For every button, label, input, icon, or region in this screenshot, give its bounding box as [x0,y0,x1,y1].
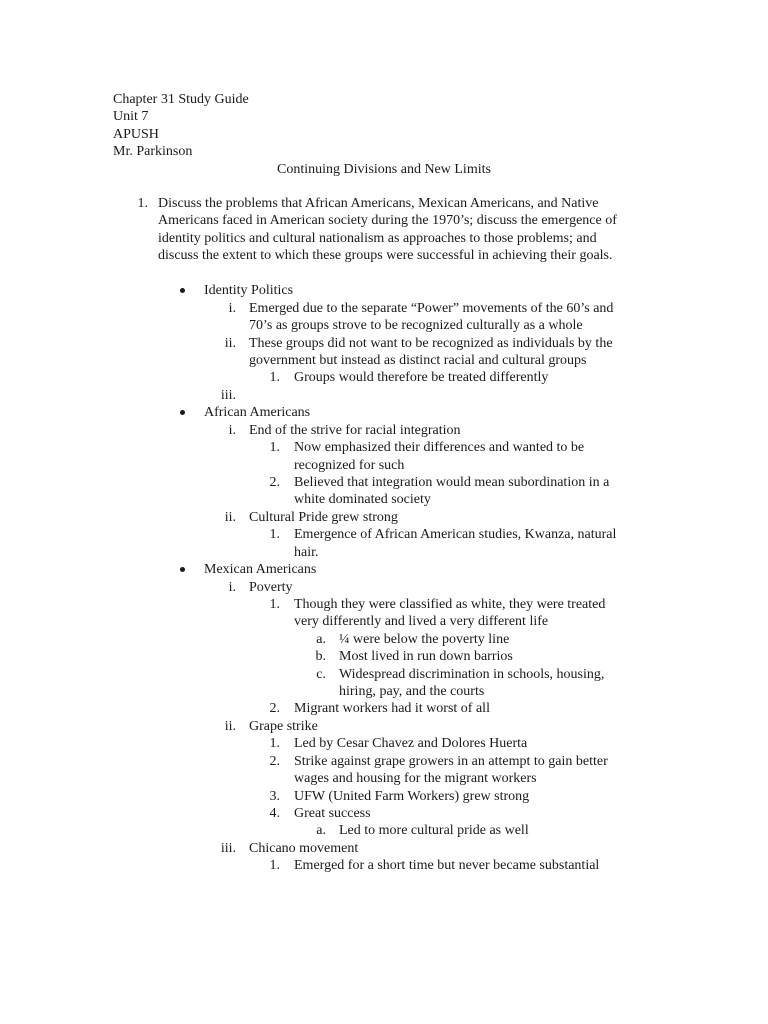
list-item: ¼ were below the poverty line [339,632,510,647]
list-item: Widespread discrimination in schools, housing, [339,667,605,682]
list-item: Led to more cultural pride as well [339,823,529,838]
list-marker: i. [228,301,236,316]
list-item: Emerged for a short time but never became substantial [294,858,600,873]
question-line: Discuss the problems that African Americans, Mexican Americans, and Native [158,196,599,211]
list-item: UFW (United Farm Workers) grew strong [294,789,530,804]
list-item: Grape strike [249,719,318,734]
list-marker: 1. [269,440,280,455]
list-item: Migrant workers had it worst of all [294,701,490,716]
section-heading-african: African Americans [204,405,311,420]
question-line: Americans faced in American society during the 1970’s; discuss the emergence of [158,213,617,228]
list-item: wages and housing for the migrant workers [294,771,537,786]
list-marker: i. [228,423,236,438]
list-marker: 1. [269,597,280,612]
list-item: government but instead as distinct racial and cultural groups [249,353,587,368]
list-item: hiring, pay, and the courts [339,684,485,699]
list-marker: 2. [269,754,280,769]
list-item: Believed that integration would mean subordination in a [294,475,610,490]
list-item: Strike against grape growers in an attempt to gain better [294,754,608,769]
list-item: Great success [294,806,371,821]
list-marker: 4. [269,806,280,821]
bullet-icon [180,288,185,293]
list-marker: 1. [269,736,280,751]
list-marker: 3. [269,789,280,804]
list-marker: ii. [224,336,236,351]
list-item: very differently and lived a very different life [294,614,549,629]
list-item: white dominated society [294,492,431,507]
list-item: Now emphasized their differences and wanted to be [294,440,585,455]
list-item: Though they were classified as white, they were treated [294,597,606,612]
list-item: hair. [294,545,319,560]
list-marker: ii. [224,719,236,734]
list-item: Emergence of African American studies, Kwanza, natural [294,527,617,542]
list-marker: iii. [220,841,236,856]
list-marker: 1. [269,370,280,385]
doc-course: APUSH [113,127,159,142]
list-marker: 1. [269,858,280,873]
list-marker: 2. [269,701,280,716]
list-marker: ii. [224,510,236,525]
list-marker: iii. [220,388,236,403]
list-item: Poverty [249,580,293,595]
list-item: Cultural Pride grew strong [249,510,398,525]
doc-teacher: Mr. Parkinson [113,144,193,159]
question-line: discuss the extent to which these groups were successful in achieving their goals. [158,248,613,263]
list-item: Most lived in run down barrios [339,649,513,664]
list-marker: c. [316,667,326,682]
list-marker: i. [228,580,236,595]
doc-unit: Unit 7 [113,109,149,124]
doc-title: Chapter 31 Study Guide [113,92,249,107]
bullet-icon [180,567,185,572]
list-marker: a. [316,823,326,838]
list-item: These groups did not want to be recognized as individuals by the [249,336,613,351]
list-item: End of the strive for racial integration [249,423,461,438]
bullet-icon [180,410,185,415]
list-item: Groups would therefore be treated differently [294,370,549,385]
list-item: Led by Cesar Chavez and Dolores Huerta [294,736,528,751]
list-marker: b. [315,649,326,664]
list-item: Chicano movement [249,841,359,856]
doc-subtitle: Continuing Divisions and New Limits [277,162,491,177]
list-marker: a. [316,632,326,647]
list-marker: 2. [269,475,280,490]
section-heading-mexican: Mexican Americans [204,562,317,577]
list-item: recognized for such [294,458,405,473]
list-item: Emerged due to the separate “Power” movements of the 60’s and [249,301,614,316]
list-item: 70’s as groups strove to be recognized culturally as a whole [249,318,583,333]
question-number: 1. [137,196,148,211]
section-heading-identity: Identity Politics [204,283,294,298]
list-marker: 1. [269,527,280,542]
question-line: identity politics and cultural nationalism as approaches to those problems; and [158,231,597,246]
